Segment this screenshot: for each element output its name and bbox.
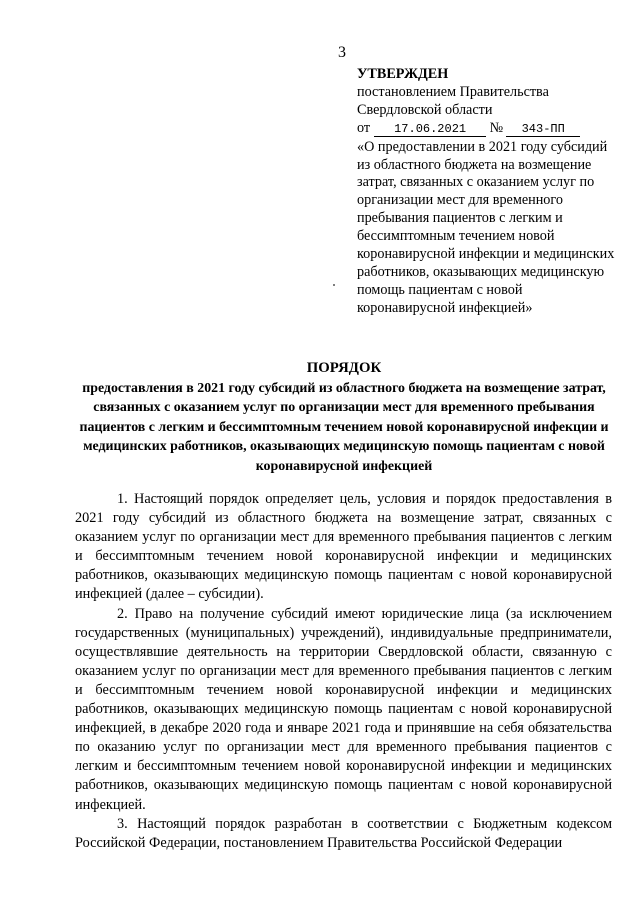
paragraph-2: 2. Право на получение субсидий имеют юридические лица (за исключением государственных (муниципальных) учреждений), индивидуальные предприниматели, осуществлявшие деятельность на территории Свердловской области, связанную с оказанием услуг по организации мест для временного пребывания пациентов с легким и бессимптомным течением новой коронавирусной инфекции и медицинских работников, оказывающих медицинскую помощь пациентам с новой коронавирусной инфекцией, в декабре 2020 года и январе 2021 года и принявшие на себя обязательства по оказанию услуг по организации мест для временного пребывания пациентов с легким и бессимптомным течением новой коронавирусной инфекции и медицинских работников, оказывающих медицинскую помощь пациентам с новой коронавирусной инфекцией.: [75, 605, 612, 813]
decree-number: 343-ПП: [506, 122, 580, 137]
approval-line-1: постановлением Правительства: [357, 83, 549, 100]
paragraph-3: 3. Настоящий порядок разработан в соответствии с Бюджетным кодексом Российской Федерации, постановлением Правительства Российской Федерации: [75, 815, 612, 851]
date-prefix: от: [357, 119, 371, 136]
number-prefix: №: [489, 119, 504, 136]
document-title: ПОРЯДОК: [306, 360, 382, 376]
document-body: [75, 490, 612, 853]
title-block: [75, 359, 613, 476]
approval-line-2: Свердловской области: [357, 101, 493, 118]
document-subtitle: предоставления в 2021 году субсидий из областного бюджета на возмещение затрат, связанных с оказанием услуг по организации мест для временного пребывания пациентов с легким и бессимптомным течением новой коронавирусной инфекции и медицинских работников, оказывающих медицинскую помощь пациентам с новой коронавирусной инфекцией: [79, 381, 609, 474]
paragraph-1: 1. Настоящий порядок определяет цель, условия и порядок предоставления в 2021 году субсидий из областного бюджета на возмещение затрат, связанных с оказанием услуг по организации мест для временного пребывания пациентов с легким и бессимптомным течением новой коронавирусной инфекции и медицинских работников, оказывающих медицинскую помощь пациентам с новой коронавирусной инфекцией (далее – субсидии).: [75, 491, 612, 603]
scan-speck: [333, 284, 335, 286]
approval-stamp: [357, 66, 615, 318]
decree-date: 17.06.2021: [374, 122, 486, 137]
approval-heading: УТВЕРЖДЕН: [357, 66, 449, 82]
decree-title: «О предоставлении в 2021 году субсидий из областного бюджета на возмещение затрат, связанных с оказанием услуг по организации мест для временного пребывания пациентов с легким и бессимптомным течением новой коронавирусной инфекции и медицинских работников, оказывающих медицинскую помощь пациентам с новой коронавирусной инфекцией»: [357, 138, 615, 316]
page-number: 3: [338, 44, 346, 61]
approval-date-line: [357, 120, 615, 138]
